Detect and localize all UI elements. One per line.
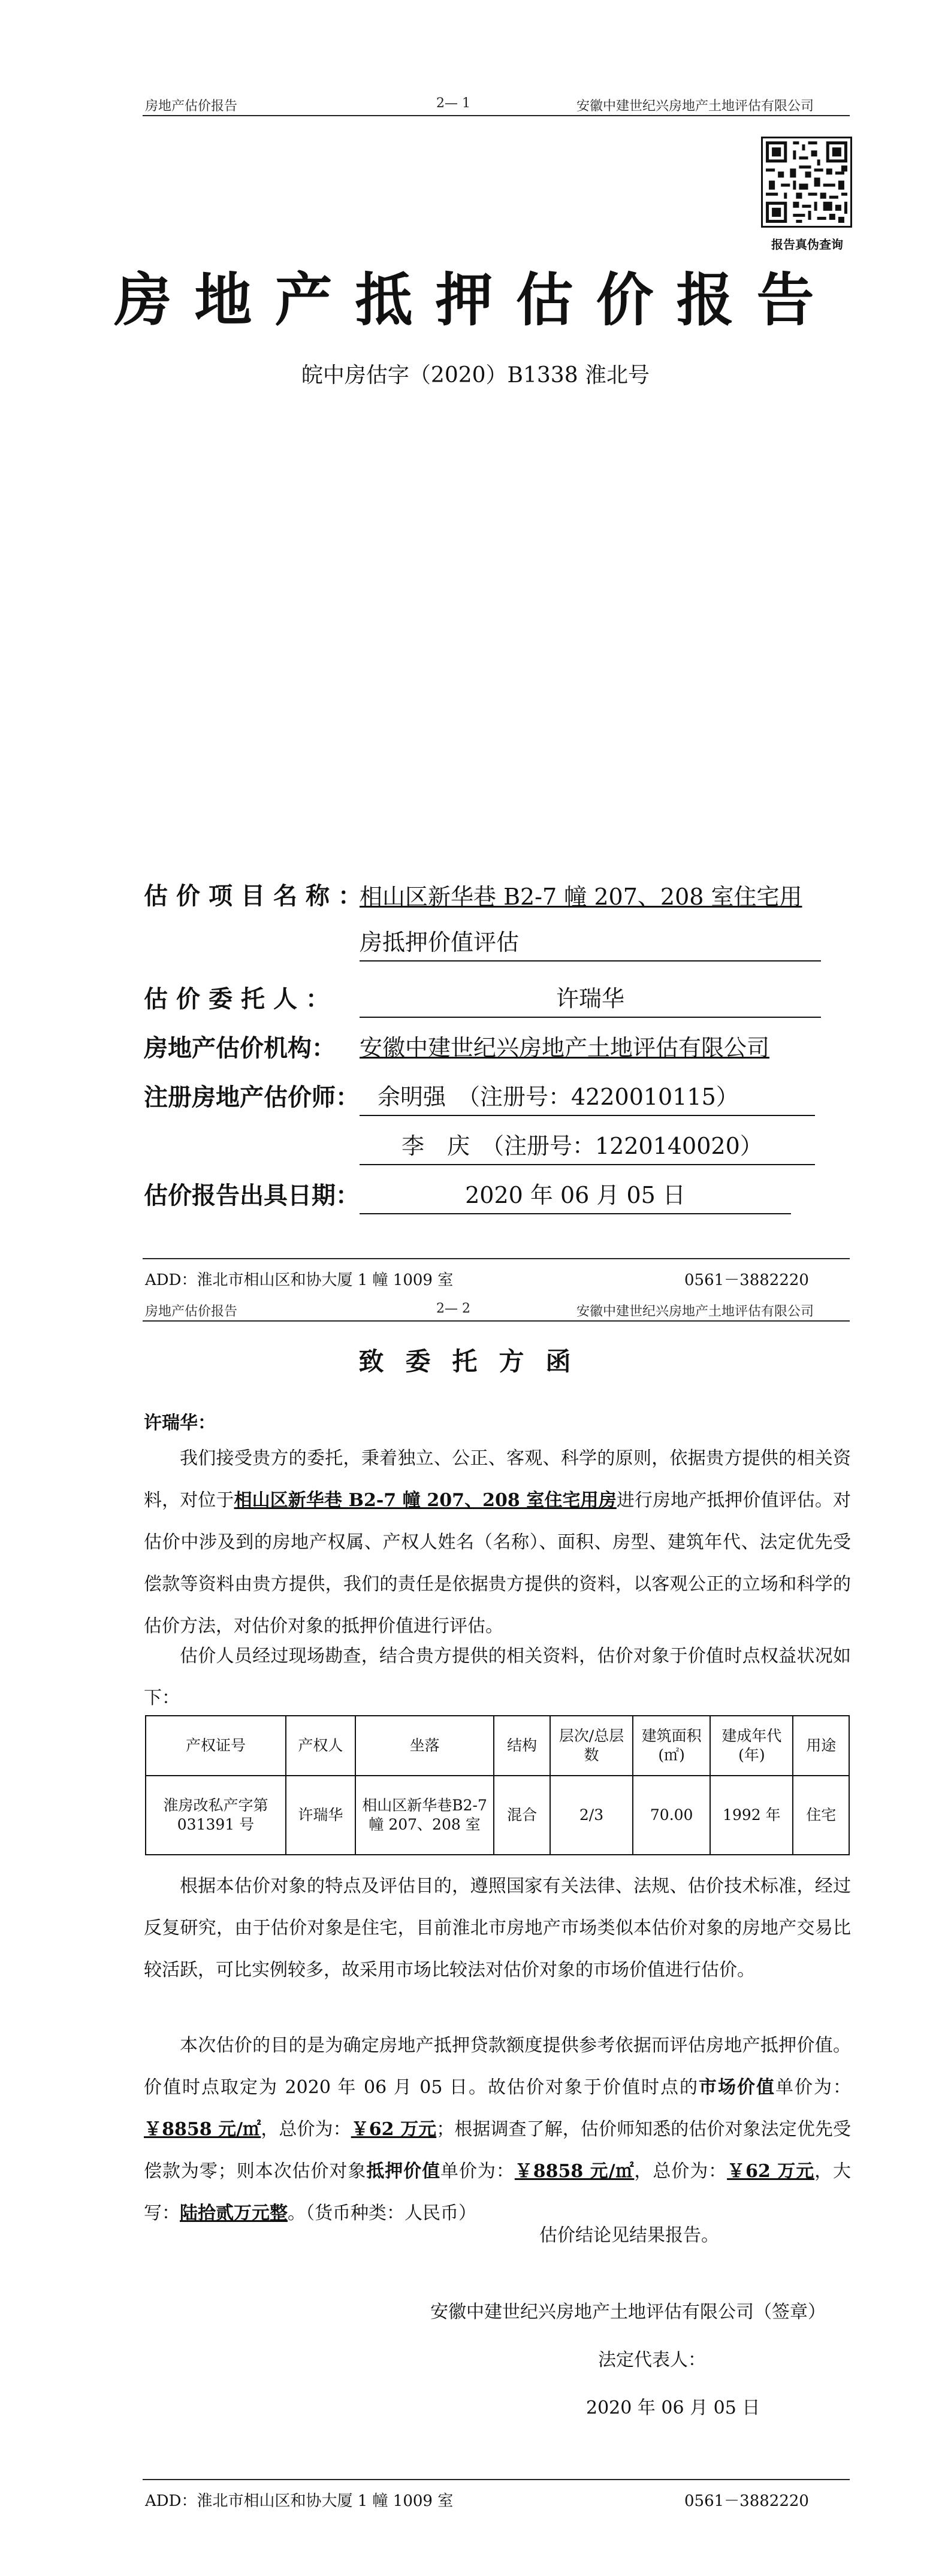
- table-header: 坐落: [355, 1716, 494, 1776]
- p4-text: ；根据调查了解，估价师知悉的估价对象法定优先受偿款为零；则本次估价对象: [144, 2119, 852, 2182]
- page1-footer-phone: 0561－3882220: [684, 1271, 809, 1289]
- qr-code-icon: [761, 137, 852, 228]
- appraiser-1: 余明强 （注册号：4220010115）: [360, 1078, 815, 1116]
- page2-header-rule: [143, 1320, 850, 1322]
- client-value: 许瑞华: [360, 980, 821, 1018]
- page1-header-right: 安徽中建世纪兴房地产土地评估有限公司: [576, 99, 814, 114]
- table-row: [146, 1776, 849, 1855]
- table-cell: 住宅: [793, 1776, 849, 1855]
- property-table: [145, 1715, 850, 1855]
- page2-header-left: 房地产估价报告: [145, 1304, 238, 1319]
- page1-footer-rule: [143, 1258, 850, 1259]
- qr-caption: 报告真伪查询: [771, 237, 843, 252]
- project-name-label: 估价项目名称：: [144, 882, 370, 910]
- paragraph-1: [144, 1438, 851, 1647]
- signature-company: 安徽中建世纪兴房地产土地评估有限公司（签章）: [430, 2302, 826, 2323]
- p4-text: ，大写：: [144, 2161, 852, 2224]
- client-label: 估价委托人：: [144, 985, 338, 1013]
- table-cell: 淮房改私产字第031391 号: [146, 1776, 286, 1855]
- p4-text: 单价为：: [440, 2161, 515, 2182]
- page1-header-left: 房地产估价报告: [145, 99, 238, 114]
- p4-mortgage-total-price: ￥62 万元: [727, 2161, 815, 2182]
- salutation: 许瑞华：: [144, 1413, 216, 1434]
- paragraph-4: [144, 2025, 851, 2235]
- table-cell: 混合: [494, 1776, 550, 1855]
- table-header: 结构: [494, 1716, 550, 1776]
- table-header-row: [146, 1716, 849, 1776]
- page2-footer-phone: 0561－3882220: [684, 2492, 809, 2510]
- p1-text-c: 进行房地产抵押价值评估。对估价中涉及到的房地产权属、产权人姓名（名称）、面积、房型、建筑年代、法定优先受偿款等资料由贵方提供，我们的责任是依据贵方提供的资料，以客观公正的立场和科学的估价方法，对估价对象的抵押价值进行评估。: [144, 1490, 852, 1637]
- appraiser-2: 李 庆 （注册号：1220140020）: [360, 1127, 815, 1165]
- table-cell: 70.00: [633, 1776, 710, 1855]
- p4-text: 。（货币种类：人民币）: [288, 2203, 476, 2224]
- p4-text: 本次估价的目的是为确定房地产抵押贷款额度提供参考依据而评估房地产抵押价值。价值时点取定为 2020 年 06 月 05 日。故估价对象于价值时点的: [144, 2035, 851, 2098]
- page2-footer-rule: [143, 2479, 850, 2480]
- page1-header-rule: [143, 115, 850, 116]
- paragraph-2: 估价人员经过现场勘查，结合贵方提供的相关资料，估价对象于价值时点权益状况如下：: [144, 1646, 851, 1709]
- signature-date: 2020 年 06 月 05 日: [586, 2397, 760, 2418]
- table-cell: 相山区新华巷B2-7 幢 207、208 室: [355, 1776, 494, 1855]
- page2-footer-address: ADD：淮北市相山区和协大厦 1 幢 1009 室: [145, 2492, 454, 2510]
- date-label: 估价报告出具日期：: [144, 1181, 360, 1210]
- table-header: 产权证号: [146, 1716, 286, 1776]
- project-name-value-line1: 相山区新华巷 B2-7 幢 207、208 室住宅用: [360, 884, 802, 910]
- signature-representative: 法定代表人：: [598, 2350, 706, 2371]
- p4-market-value-label: 市场价值: [698, 2077, 775, 2098]
- agency-value: 安徽中建世纪兴房地产土地评估有限公司: [360, 1035, 770, 1061]
- table-header: 建筑面积(㎡): [633, 1716, 710, 1776]
- p4-mortgage-unit-price: ￥8858 元/㎡: [514, 2161, 635, 2182]
- page2-header-page: 2— 2: [436, 1301, 470, 1316]
- page1-header-page: 2— 1: [436, 96, 470, 111]
- p4-market-total-price: ￥62 万元: [351, 2119, 437, 2140]
- p4-text: 单价为：: [775, 2077, 852, 2098]
- p1-property-location: 相山区新华巷 B2-7 幢 207、208 室住宅用房: [234, 1490, 617, 1511]
- conclusion-note: 估价结论见结果报告。: [539, 2225, 719, 2246]
- table-cell: 2/3: [550, 1776, 633, 1855]
- p4-text: ，总价为：: [261, 2119, 351, 2140]
- table-header: 用途: [793, 1716, 849, 1776]
- p4-amount-in-words: 陆拾贰万元整: [180, 2203, 288, 2224]
- table-header: 建成年代(年): [710, 1716, 793, 1776]
- report-number: 皖中房估字（2020）B1338 淮北号: [301, 363, 650, 388]
- table-header: 产权人: [286, 1716, 355, 1776]
- appraiser-label: 注册房地产估价师：: [144, 1083, 360, 1111]
- p4-market-unit-price: ￥8858 元/㎡: [144, 2119, 261, 2140]
- p4-mortgage-value-label: 抵押价值: [366, 2161, 441, 2182]
- project-name-value-line2: 房抵押价值评估: [360, 924, 821, 962]
- table-header: 层次/总层数: [550, 1716, 633, 1776]
- date-value: 2020 年 06 月 05 日: [360, 1177, 791, 1214]
- p4-text: ，总价为：: [634, 2161, 727, 2182]
- paragraph-3: 根据本估价对象的特点及评估目的，遵照国家有关法律、法规、估价技术标准，经过反复研究，由于估价对象是住宅，目前淮北市房地产市场类似本估价对象的房地产交易比较活跃，可比实例较多，故采用市场比较法对估价对象的市场价值进行估价。: [144, 1876, 851, 1981]
- page1-footer-address: ADD：淮北市相山区和协大厦 1 幢 1009 室: [145, 1271, 454, 1289]
- table-cell: 1992 年: [710, 1776, 793, 1855]
- p1-text-a: 我们接受贵方的委托，秉着独立、公正、客观、科学的原则，依据贵方提供的相关资料，对位于: [144, 1448, 851, 1511]
- agency-label: 房地产估价机构：: [144, 1034, 336, 1062]
- letter-title: 致委托方函: [358, 1347, 593, 1376]
- page2-header-right: 安徽中建世纪兴房地产土地评估有限公司: [576, 1304, 814, 1319]
- report-title: 房地产抵押估价报告: [114, 266, 837, 334]
- table-cell: 许瑞华: [286, 1776, 355, 1855]
